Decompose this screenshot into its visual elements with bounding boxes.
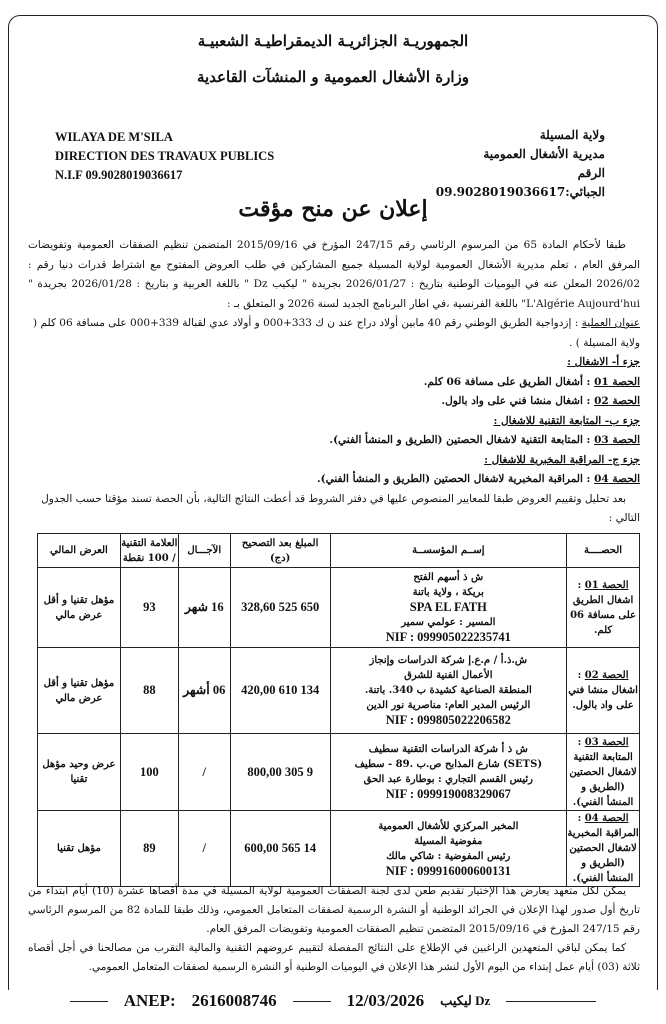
anep-label: ANEP: <box>123 991 176 1010</box>
lot-02-line: الحصة 02 : اشغال منشا فني على واد بالول. <box>441 395 640 407</box>
announcement-body <box>28 236 640 529</box>
financial-cell: عرض وحيد مؤهل تقنيا <box>38 734 121 811</box>
direction-ar: مديرية الأشغال العمومية <box>483 147 605 161</box>
divider <box>293 1001 331 1002</box>
table-row <box>38 648 640 734</box>
lot-cell: الحصة 01 : اشغال الطريق على مسافة 06 كلم. <box>567 568 640 648</box>
french-header <box>55 128 274 185</box>
consultation-paragraph: كما يمكن لباقي المتعهدين الراغبين في الإطلاع على النتائج المفصلة لتقييم عروضهم التقنية والمالية التقرب من مصالحنا في أجل أقصاه ثلاثة (03) أيام عمل إبتداء من اليوم الأول لنشر هذا الإعلان في اليوميات الوطنية أو النشرة الرسمية لصفقات المتعامل العمومي. <box>28 942 640 973</box>
header-company: إســم المؤسســة <box>330 534 567 568</box>
table-row <box>38 811 640 887</box>
nif-ar: الرقم الجبائي:09.9028019036617 <box>435 166 605 199</box>
financial-cell: مؤهل تقنيا <box>38 811 121 887</box>
divider <box>506 1001 596 1002</box>
table-header-row <box>38 534 640 568</box>
footer-text <box>28 882 640 977</box>
header-amount: المبلغ بعد التصحيح (دج) <box>230 534 330 568</box>
company-cell: ش ذ أ شركة الدراسات التقنية سطيف (SETS) شارع المذابح ص.ب .89 - سطيف رئيس القسم التجاري : بوطارة عبد الحق NIF : 099919008329067 <box>330 734 567 811</box>
duration-cell: / <box>178 811 230 887</box>
part-b-heading: جزء ب- المتابعة التقنية للاشغال : <box>493 414 640 427</box>
ministry-heading: وزارة الأشغال العمومية و المنشآت القاعدية <box>196 68 470 86</box>
nif-fr: N.I.F 09.9028019036617 <box>55 168 183 182</box>
header-financial: العرض المالي <box>38 534 121 568</box>
lot-04-line: الحصة 04 : المراقبة المخبرية لاشغال الحصتين (الطريق و المنشأ الفني). <box>316 473 640 485</box>
announcement-title: إعلان عن منح مؤقت <box>238 196 428 222</box>
amount-cell: 9 305 800,00 <box>230 734 330 811</box>
header-lot: الحصــــة <box>567 534 640 568</box>
award-table <box>37 533 640 887</box>
amount-cell: 650 525 328,60 <box>230 568 330 648</box>
wilaya-fr: WILAYA DE M'SILA <box>55 130 173 144</box>
intro-paragraph: طبقا لأحكام المادة 65 من المرسوم الرئاسي رقم 247/15 المؤرخ في 2015/09/16 المتضمن تنظيم الصفقات العمومية وتفويضات المرفق العام ، تعلم مديرية الأشغال العمومية لولاية المسيلة جميع المشاركين في طلب العروض المفتوح مع اشتراط قدرات دنيا رقم : 2026/02 المعلن عنه في اليوميات الوطنية بتاريخ : 2026/01/27 بجريدة " ليكيب Dz " باللغة العربية و بتاريخ : 2026/01/28 بجريدة " L'Algérie Aujourd'hui" باللغة الفرنسية ،في اطار البرنامج الجديد لسنة 2026 و المتعلق بـ : <box>28 239 640 310</box>
lot-01-line: الحصة 01 : أشغال الطريق على مسافة 06 كلم. <box>423 375 640 388</box>
table-row <box>38 568 640 648</box>
wilaya-ar: ولاية المسيلة <box>539 128 605 142</box>
results-intro: بعد تحليل وتقييم العروض طبقا للمعايير المنصوص عليها في دفتر الشروط قد أعطت النتائج التالية، بأن الحصة تسند مؤقتا حسب الجدول التالي : <box>41 492 640 524</box>
publication-date: 12/03/2026 <box>346 991 425 1010</box>
duration-cell: / <box>178 734 230 811</box>
company-cell: ش ذ أسهم الفتح بريكة ، ولاية باتنة SPA EL FATH المسير : عولمي سمير NIF : 099905022235741 <box>330 568 567 648</box>
lot-cell: الحصة 03 : المتابعة التقنية لاشغال الحصتين (الطريق و المنشأ الفني). <box>567 734 640 811</box>
duration-cell: 16 شهر <box>178 568 230 648</box>
publication-footer <box>0 990 666 1012</box>
score-cell: 88 <box>120 648 178 734</box>
financial-cell: مؤهل تقنيا و أقل عرض مالي <box>38 648 121 734</box>
divider <box>70 1001 108 1002</box>
newspaper-name: ليكيب Dz <box>440 993 491 1008</box>
appeal-paragraph: يمكن لكل متعهد يعارض هذا الإختيار تقديم طعن لدى لجنة الصفقات العمومية لولاية المسيلة في مدة أقصاها عشرة (10) أيام ابتداء من تاريخ أول صدور لهذا الإعلان في الجرائد الوطنية أو النشرة الرسمية لصفقات المتعامل العمومي، وذلك طبقا للمادة 82 من المرسوم الرئاسي رقم 247/15 المؤرخ في 2015/09/16 المتضمن تنظيم الصفقات العمومية وتفويضات المرفق العام. <box>28 885 640 935</box>
company-cell: ش.ذ.أ / م.ع.إ شركة الدراسات وإنجاز الأعمال الفنية للشرق المنطقة الصناعية كشيدة ب 340. باتنة. الرئيس المدير العام: مناصرية نور الدين NIF : 099805022206582 <box>330 648 567 734</box>
lot-cell: الحصة 04 : المراقبة المخبرية لاشغال الحصتين (الطريق و المنشأ الفني). <box>567 811 640 887</box>
header-duration: الآجـــال <box>178 534 230 568</box>
part-c-heading: جزء ج- المراقبة المخبرية للاشغال : <box>484 453 640 466</box>
score-cell: 100 <box>120 734 178 811</box>
part-a-heading: جزء أ- الاشغال : <box>567 356 640 368</box>
lot-03-line: الحصة 03 : المتابعة التقنية لاشغال الحصتين (الطريق و المنشأ الفني). <box>329 434 640 446</box>
amount-cell: 14 565 600,00 <box>230 811 330 887</box>
operation-line: عنوان العملية : إزدواجية الطريق الوطني رقم 40 مابين أولاد دراج عند ن ك 333+000 و أولاد عدي لقبالة 339+000 على مسافة 06 كلم ( ولاية المسيلة ) . <box>33 317 640 349</box>
score-cell: 89 <box>120 811 178 887</box>
header-score: العلامة التقنية / 100 نقطة <box>120 534 178 568</box>
lot-cell: الحصة 02 : اشغال منشا فني على واد بالول. <box>567 648 640 734</box>
financial-cell: مؤهل تقنيا و أقل عرض مالي <box>38 568 121 648</box>
table-row <box>38 734 640 811</box>
arabic-header <box>425 126 605 202</box>
anep-number: 2616008746 <box>191 991 277 1010</box>
amount-cell: 134 610 420,00 <box>230 648 330 734</box>
republic-heading: الجمهوريـة الجزائريـة الديمقراطيـة الشعبيـة <box>197 32 469 50</box>
company-cell: المخبر المركزي للأشغال العمومية مفوضية المسيلة رئيس المفوضية : شاكي مالك NIF : 099916000600131 <box>330 811 567 887</box>
duration-cell: 06 أشهر <box>178 648 230 734</box>
direction-fr: DIRECTION DES TRAVAUX PUBLICS <box>55 149 275 163</box>
score-cell: 93 <box>120 568 178 648</box>
